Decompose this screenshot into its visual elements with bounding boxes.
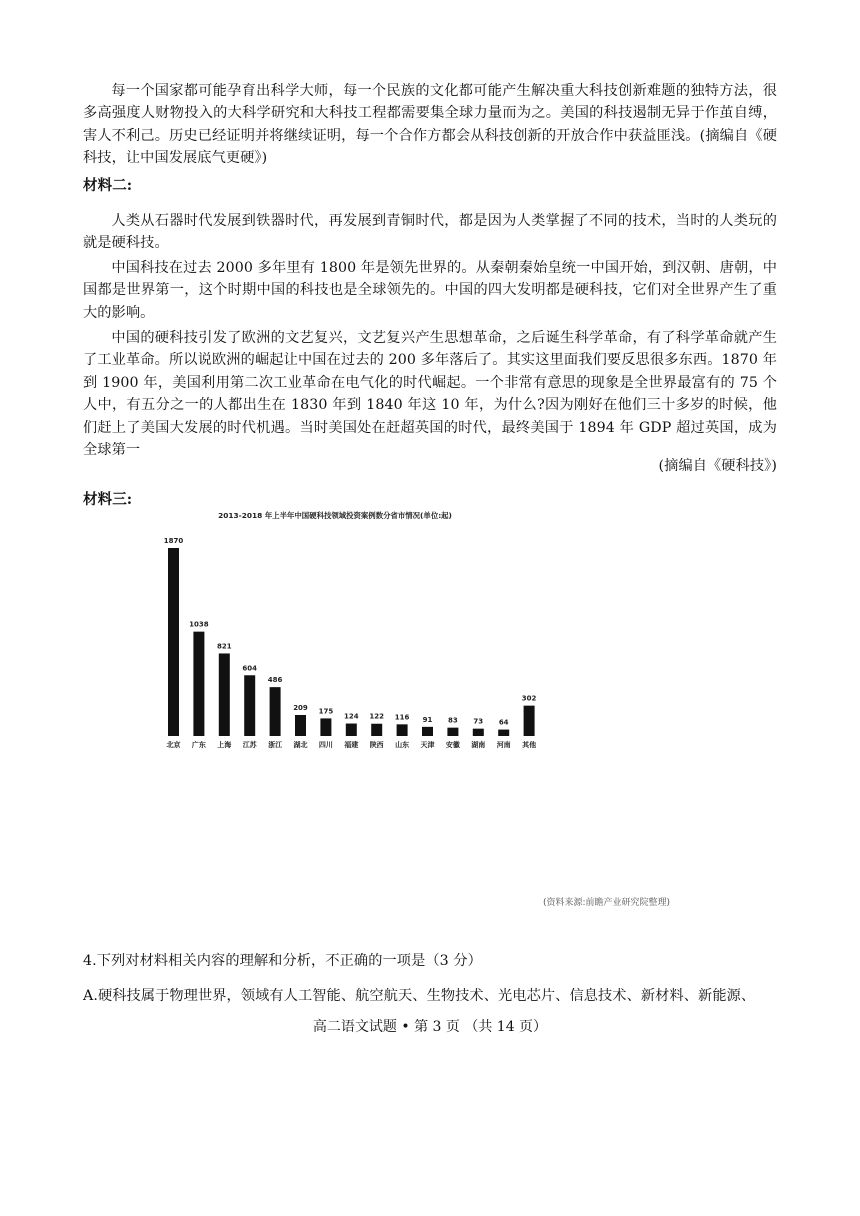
category-label: 陕西 xyxy=(369,741,384,749)
bar-15 xyxy=(524,706,535,736)
paragraph-4: 中国的硬科技引发了欧洲的文艺复兴，文艺复兴产生思想革命，之后诞生科学革命，有了科学革命就产生了工业革命。所以说欧洲的崛起让中国在过去的 200 多年落后了。其实这里面我们要反思很多东西。1870 年到 1900 年，美国利用第二次工业革命在电气化的时代崛起。一个非常有意思的现象是全世界最富有的 75 个人中，有五分之一的人都出生在 1830 年到 1840 年这 10 年，为什么?因为刚好在他们三十多岁的时候，他们赶上了美国大发展的时代机遇。当时美国处在赶超英国的时代，最终美国于 1894 年 GDP 超过英国，成为全球第一 xyxy=(83,330,777,459)
bar-value-label: 1870 xyxy=(163,537,184,545)
bar-3 xyxy=(219,653,230,736)
bar-7 xyxy=(320,718,331,736)
paragraph-3: 中国科技在过去 2000 多年里有 1800 年是领先世界的。从秦朝秦始皇统一中国开始，到汉朝、唐朝，中国都是世界第一，这个时期中国的科技也是全球领先的。中国的四大发明都是硬科技，它们对全世界产生了重大的影响。 xyxy=(83,260,777,321)
bar-value-label: 821 xyxy=(216,642,232,651)
category-label: 上海 xyxy=(217,741,232,749)
bar-6 xyxy=(295,715,306,736)
bar-2 xyxy=(193,632,204,736)
bar-9 xyxy=(371,724,382,736)
bar-4 xyxy=(244,675,255,736)
bar-value-label: 209 xyxy=(293,703,308,712)
category-label: 湖南 xyxy=(471,741,486,749)
bar-value-label: 83 xyxy=(448,716,458,725)
bar-value-label: 486 xyxy=(267,676,283,685)
question-4: 4.下列对材料相关内容的理解和分析，不正确的一项是（3 分） xyxy=(83,953,482,969)
bar-value-label: 175 xyxy=(318,707,334,716)
chart-source-note: (资料来源:前瞻产业研究院整理) xyxy=(543,898,671,908)
category-label: 福建 xyxy=(344,741,359,749)
bars-group xyxy=(164,537,537,749)
heading-material-2: 材料二: xyxy=(83,177,133,194)
bar-chart xyxy=(150,502,550,764)
category-label: 其他 xyxy=(522,741,537,749)
bar-11 xyxy=(422,727,433,736)
chart-title: 2013-2018 年上半年中国硬科技领域投资案例数分省市情况(单位:起) xyxy=(218,511,452,520)
category-label: 河南 xyxy=(496,741,511,749)
paragraph-2: 人类从石器时代发展到铁器时代，再发展到青铜时代，都是因为人类掌握了不同的技术，当时的人类玩的就是硬科技。 xyxy=(83,213,777,252)
category-label: 浙江 xyxy=(268,741,283,749)
category-label: 山东 xyxy=(395,741,410,749)
heading-material-3: 材料三: xyxy=(83,491,133,508)
category-label: 广东 xyxy=(191,741,206,749)
paragraph-1: 每一个国家都可能孕育出科学大师，每一个民族的文化都可能产生解决重大科技创新难题的独特方法，很多高强度人财物投入的大科学研究和大科技工程都需要集全球力量而为之。美国的科技遏制无异于作茧自缚，害人不利己。历史已经证明并将继续证明，每一个合作方都会从科技创新的开放合作中获益匪浅。(摘编自《硬科技，让中国发展底气更硬》) xyxy=(83,83,777,167)
bar-14 xyxy=(498,730,509,736)
bar-value-label: 302 xyxy=(521,694,537,703)
bar-5 xyxy=(270,687,281,736)
category-label: 江苏 xyxy=(242,741,257,749)
source-citation-2: (摘编自《硬科技》) xyxy=(658,458,777,474)
bar-8 xyxy=(346,724,357,736)
bar-value-label: 122 xyxy=(369,712,385,721)
bar-1 xyxy=(168,548,179,736)
option-a: A.硬科技属于物理世界，领域有人工智能、航空航天、生物技术、光电芯片、信息技术、新材料、新能源、 xyxy=(83,988,756,1004)
bar-value-label: 73 xyxy=(473,717,484,726)
bar-value-label: 124 xyxy=(343,712,359,721)
category-label: 安徽 xyxy=(445,741,460,749)
bar-value-label: 1038 xyxy=(189,620,209,629)
bar-13 xyxy=(473,729,484,736)
bar-10 xyxy=(397,724,408,736)
category-label: 天津 xyxy=(420,741,435,749)
page-footer: 高二语文试题 • 第 3 页 （共 14 页） xyxy=(312,1019,548,1035)
category-label: 湖北 xyxy=(293,741,308,749)
bar-value-label: 91 xyxy=(422,715,433,724)
bar-value-label: 604 xyxy=(242,664,258,673)
bar-value-label: 64 xyxy=(498,718,509,727)
category-label: 四川 xyxy=(318,741,333,749)
bar-12 xyxy=(447,728,458,736)
bar-chart-svg xyxy=(150,502,550,764)
bar-value-label: 116 xyxy=(394,713,410,722)
category-label: 北京 xyxy=(166,741,181,749)
